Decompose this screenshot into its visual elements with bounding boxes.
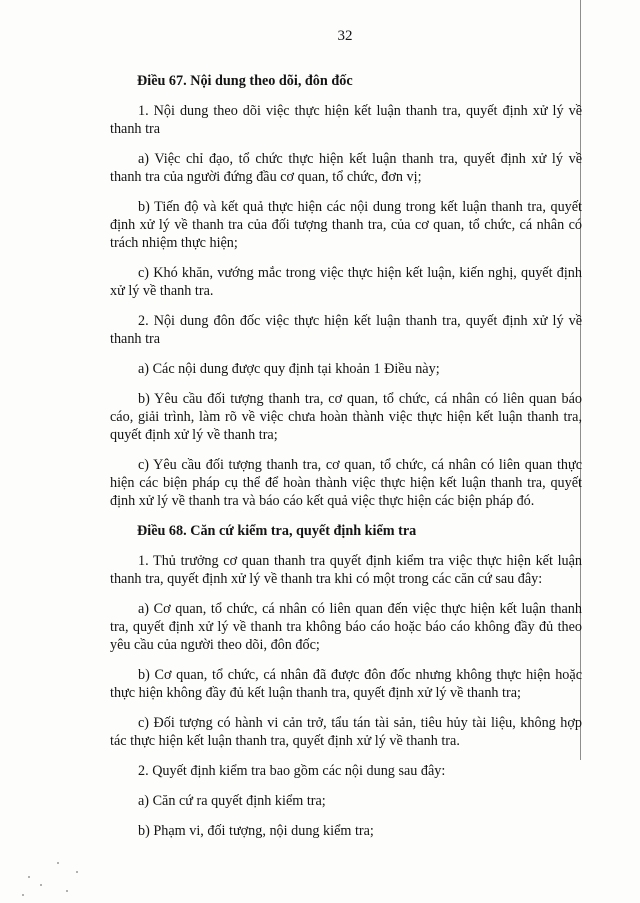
page-number: 32 xyxy=(337,28,353,44)
article-67-paragraph: c) Khó khăn, vướng mắc trong việc thực hiện kết luận, kiến nghị, quyết định xử lý về thanh tra. xyxy=(110,265,582,299)
scan-speck xyxy=(76,871,78,873)
scan-speck xyxy=(66,890,68,892)
article-68-paragraph: b) Cơ quan, tổ chức, cá nhân đã được đôn đốc nhưng không thực hiện hoặc thực hiện không đầy đủ kết luận thanh tra, quyết định xử lý về thanh tra; xyxy=(110,667,582,701)
article-68-paragraph: 2. Quyết định kiểm tra bao gồm các nội dung sau đây: xyxy=(138,763,446,779)
article-68-heading: Điều 68. Căn cứ kiểm tra, quyết định kiểm tra xyxy=(137,523,417,539)
article-68-paragraph: c) Đối tượng có hành vi cản trở, tẩu tán tài sản, tiêu hủy tài liệu, không hợp tác thực hiện kết luận thanh tra, quyết định xử lý về thanh tra. xyxy=(110,715,582,749)
article-68-paragraph: 1. Thủ trưởng cơ quan thanh tra quyết định kiểm tra việc thực hiện kết luận thanh tra, quyết định xử lý về thanh tra khi có một trong các căn cứ sau đây: xyxy=(110,553,582,587)
scan-speck xyxy=(57,862,59,864)
scan-speck xyxy=(40,884,42,886)
article-67-paragraph: b) Tiến độ và kết quả thực hiện các nội dung trong kết luận thanh tra, quyết định xử lý về thanh tra của đối tượng thanh tra, của cơ quan, tổ chức, cá nhân có trách nhiệm thực hiện; xyxy=(110,199,582,251)
article-67-paragraph: b) Yêu cầu đối tượng thanh tra, cơ quan, tổ chức, cá nhân có liên quan báo cáo, giải trình, làm rõ về việc chưa hoàn thành việc thực hiện kết luận thanh tra, quyết định xử lý về thanh tra; xyxy=(110,391,582,443)
scan-speck xyxy=(28,876,30,878)
article-68-paragraph: b) Phạm vi, đối tượng, nội dung kiểm tra; xyxy=(138,823,374,839)
article-67-paragraph: a) Các nội dung được quy định tại khoản 1 Điều này; xyxy=(138,361,440,377)
article-67-paragraph: a) Việc chỉ đạo, tổ chức thực hiện kết luận thanh tra, quyết định xử lý về thanh tra của người đứng đầu cơ quan, tổ chức, đơn vị; xyxy=(110,151,582,185)
article-67-heading: Điều 67. Nội dung theo dõi, đôn đốc xyxy=(137,73,353,89)
scan-speck xyxy=(22,894,24,896)
article-68-paragraph: a) Căn cứ ra quyết định kiểm tra; xyxy=(138,793,326,809)
document-body xyxy=(110,72,582,852)
article-67-paragraph: 2. Nội dung đôn đốc việc thực hiện kết luận thanh tra, quyết định xử lý về thanh tra xyxy=(110,313,582,347)
article-67-paragraph: c) Yêu cầu đối tượng thanh tra, cơ quan, tổ chức, cá nhân có liên quan thực hiện các biện pháp cụ thể để hoàn thành việc thực hiện kết luận thanh tra, quyết định xử lý về thanh tra và báo cáo kết quả việc thực hiện các biện pháp đó. xyxy=(110,457,582,509)
article-67-paragraph: 1. Nội dung theo dõi việc thực hiện kết luận thanh tra, quyết định xử lý về thanh tra xyxy=(110,103,582,137)
article-68-paragraph: a) Cơ quan, tổ chức, cá nhân có liên quan đến việc thực hiện kết luận thanh tra, quyết định xử lý về thanh tra không báo cáo hoặc báo cáo không đầy đủ theo yêu cầu của người theo dõi, đôn đốc; xyxy=(110,601,582,653)
